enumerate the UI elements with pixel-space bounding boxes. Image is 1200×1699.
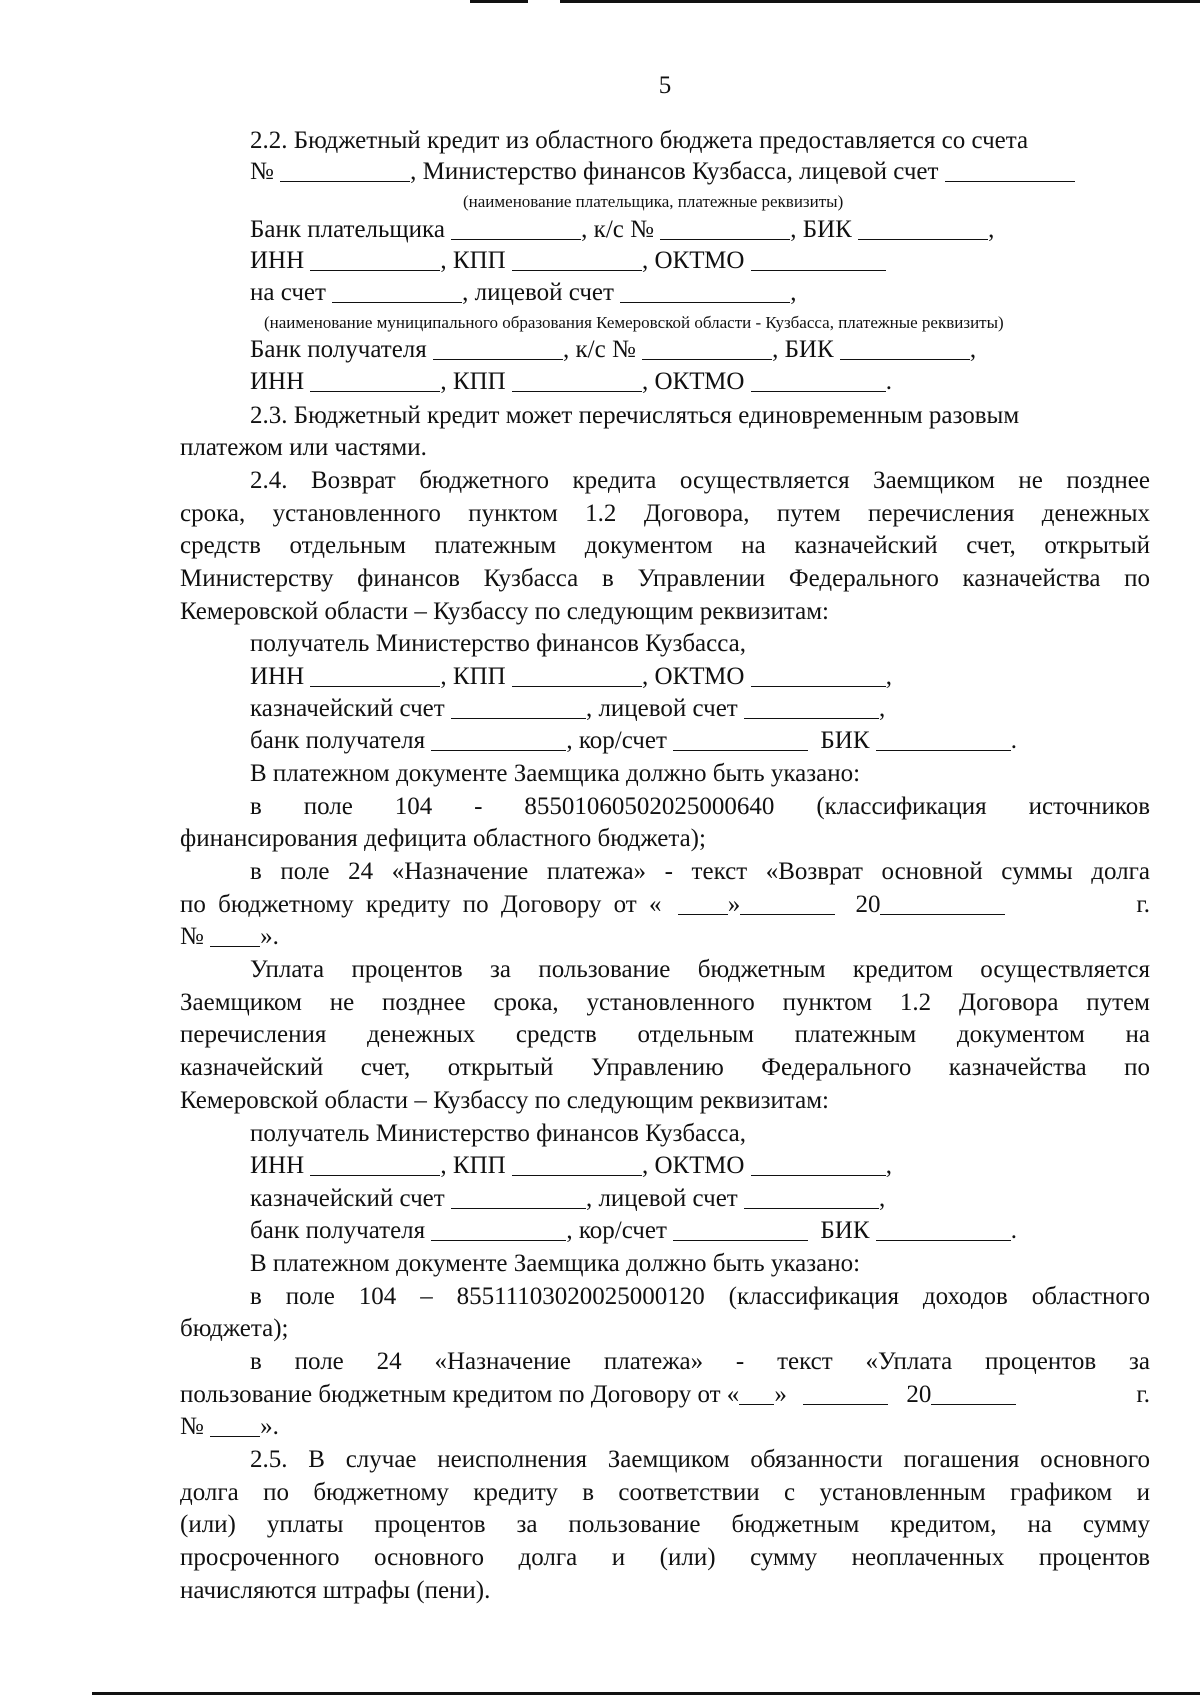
period: . bbox=[885, 368, 892, 395]
principal-kpp-blank[interactable] bbox=[512, 662, 642, 687]
payer-bank-blank[interactable] bbox=[451, 215, 581, 240]
interest-field24-line2 bbox=[180, 1379, 1150, 1411]
treasury-account-label: казначейский счет bbox=[250, 695, 445, 722]
interest-recipient-line: получатель Министерство финансов Кузбасса, bbox=[250, 1120, 746, 1147]
oktmo-label: , ОКТМО bbox=[641, 368, 745, 395]
bik-label: , БИК bbox=[790, 216, 852, 243]
principal-personal-account-blank[interactable] bbox=[744, 694, 879, 719]
interest-line3: перечисления денежных средств отдельным платежным документом на bbox=[180, 1021, 1150, 1048]
principal-day-blank[interactable] bbox=[678, 890, 728, 915]
recipient-personal-account-blank[interactable] bbox=[620, 278, 790, 303]
payer-caption: (наименование плательщика, платежные реквизиты) bbox=[463, 192, 844, 211]
p2-3-line1: 2.3. Бюджетный кредит может перечисляться единовременным разовым bbox=[250, 402, 1020, 429]
bottom-edge-line bbox=[92, 1692, 1200, 1695]
interest-field104-line2: бюджета); bbox=[180, 1315, 289, 1342]
recipient-inn-blank[interactable] bbox=[310, 367, 440, 392]
kpp-label: , КПП bbox=[440, 247, 506, 274]
interest-treasury-line bbox=[250, 1183, 885, 1215]
principal-cor-account-blank[interactable] bbox=[673, 726, 808, 751]
page-number: 5 bbox=[658, 72, 672, 99]
comma: , bbox=[988, 216, 995, 243]
interest-day-blank[interactable] bbox=[739, 1380, 774, 1405]
principal-number-blank[interactable] bbox=[210, 922, 260, 947]
interest-inn-line bbox=[250, 1150, 892, 1182]
principal-treasury-line bbox=[250, 693, 885, 725]
kpp-label: , КПП bbox=[440, 663, 506, 690]
end-quote: ». bbox=[260, 1413, 279, 1440]
principal-recipient-line: получатель Министерство финансов Кузбасса, bbox=[250, 630, 746, 657]
year-prefix: 20 bbox=[855, 891, 881, 918]
comma: , bbox=[879, 695, 886, 722]
recipient-bank-line bbox=[250, 334, 976, 366]
interest-line1: Уплата процентов за пользование бюджетным кредитом осуществляется bbox=[250, 956, 1150, 983]
interest-line2: Заемщиком не позднее срока, установленного пунктом 1.2 Договора путем bbox=[180, 989, 1150, 1016]
interest-field24-line3 bbox=[180, 1411, 279, 1443]
principal-field24-line3 bbox=[180, 921, 279, 953]
top-edge-mark bbox=[470, 0, 528, 3]
recipient-inn-line bbox=[250, 366, 892, 398]
comma: , bbox=[885, 1152, 892, 1179]
end-quote: ». bbox=[260, 923, 279, 950]
interest-field24-text: пользование бюджетным кредитом по Договору от « bbox=[180, 1381, 740, 1408]
ks-label: , к/с № bbox=[581, 216, 654, 243]
close-quote: » bbox=[727, 891, 741, 918]
interest-bank-line bbox=[250, 1215, 1017, 1247]
principal-month-blank[interactable] bbox=[740, 890, 835, 915]
interest-bank-blank[interactable] bbox=[431, 1216, 566, 1241]
recipient-oktmo-blank[interactable] bbox=[751, 367, 886, 392]
number-sign: № bbox=[180, 1413, 204, 1440]
close-quote: » bbox=[774, 1381, 787, 1408]
inn-label: ИНН bbox=[250, 1152, 305, 1179]
principal-field24-line2 bbox=[180, 889, 1150, 921]
principal-bank-line bbox=[250, 725, 1017, 757]
comma: , bbox=[790, 279, 797, 306]
comma: , bbox=[969, 336, 977, 363]
interest-bik-blank[interactable] bbox=[876, 1216, 1011, 1241]
principal-field104-line2: финансирования дефицита областного бюджета); bbox=[180, 825, 706, 852]
recipient-kpp-blank[interactable] bbox=[512, 367, 642, 392]
p2-5-line2: долга по бюджетному кредиту в соответствии с установленным графиком и bbox=[180, 1479, 1150, 1506]
interest-inn-blank[interactable] bbox=[310, 1151, 440, 1176]
number-sign: № bbox=[250, 158, 274, 185]
bik-label: БИК bbox=[820, 1217, 870, 1244]
principal-bank-blank[interactable] bbox=[431, 726, 566, 751]
recipient-bank-label: банк получателя bbox=[250, 1217, 426, 1244]
interest-personal-account-blank[interactable] bbox=[744, 1184, 879, 1209]
principal-field104-line1: в поле 104 - 85501060502025000640 (классификация источников bbox=[250, 793, 1150, 820]
interest-kpp-blank[interactable] bbox=[512, 1151, 642, 1176]
payer-personal-account-blank[interactable] bbox=[945, 157, 1075, 182]
p2-5-line3: (или) уплаты процентов за пользование бюджетным кредитом, на сумму bbox=[180, 1511, 1150, 1538]
recipient-account-blank[interactable] bbox=[332, 278, 462, 303]
period: . bbox=[1010, 1217, 1017, 1244]
principal-must-specify: В платежном документе Заемщика должно быть указано: bbox=[250, 760, 861, 787]
p2-4-line3: средств отдельным платежным документом на казначейский счет, открытый bbox=[180, 532, 1150, 559]
principal-inn-line bbox=[250, 661, 892, 693]
oktmo-label: , ОКТМО bbox=[641, 663, 745, 690]
p2-2-line1: 2.2. Бюджетный кредит из областного бюджета предоставляется со счета bbox=[250, 127, 1029, 154]
payer-name-text: , Министерство финансов Кузбасса, лицевой счет bbox=[410, 158, 939, 185]
payer-account-line bbox=[250, 156, 1075, 188]
recipient-bank-label: банк получателя bbox=[250, 727, 426, 754]
year-suffix: г. bbox=[1136, 891, 1150, 918]
payer-oktmo-blank[interactable] bbox=[751, 246, 886, 271]
top-edge-line bbox=[560, 0, 1200, 3]
p2-4-line2: срока, установленного пунктом 1.2 Договора, путем перечисления денежных bbox=[180, 500, 1150, 527]
interest-line5: Кемеровской области – Кузбассу по следующим реквизитам: bbox=[180, 1087, 829, 1114]
p2-4-line5: Кемеровской области – Кузбассу по следующим реквизитам: bbox=[180, 598, 829, 625]
number-sign: № bbox=[180, 923, 204, 950]
principal-bik-blank[interactable] bbox=[876, 726, 1011, 751]
payer-bik-blank[interactable] bbox=[858, 215, 988, 240]
comma: , bbox=[885, 663, 892, 690]
payer-inn-line bbox=[250, 245, 886, 277]
recipient-caption: (наименование муниципального образования Кемеровской области - Кузбасса, платежные реквизиты) bbox=[264, 313, 1004, 332]
principal-field24-text: по бюджетному кредиту по Договору от « bbox=[180, 891, 662, 918]
year-prefix: 20 bbox=[906, 1381, 932, 1408]
principal-inn-blank[interactable] bbox=[310, 662, 440, 687]
p2-4-line1: 2.4. Возврат бюджетного кредита осуществляется Заемщиком не позднее bbox=[250, 467, 1150, 494]
period: . bbox=[1010, 727, 1017, 754]
inn-label: ИНН bbox=[250, 247, 305, 274]
inn-label: ИНН bbox=[250, 368, 305, 395]
ks-label: , к/с № bbox=[563, 336, 636, 363]
recipient-ks-blank[interactable] bbox=[642, 335, 772, 360]
payer-inn-blank[interactable] bbox=[310, 246, 440, 271]
personal-account-label: , лицевой счет bbox=[585, 1185, 738, 1212]
recipient-bank-label: Банк получателя bbox=[250, 336, 427, 363]
payer-bank-label: Банк плательщика bbox=[250, 216, 445, 243]
payer-ks-blank[interactable] bbox=[660, 215, 790, 240]
bik-label: , БИК bbox=[772, 336, 834, 363]
payer-bank-line bbox=[250, 214, 994, 246]
cor-account-label: , кор/счет bbox=[566, 727, 667, 754]
principal-year-blank[interactable] bbox=[880, 890, 1005, 915]
recipient-bank-blank[interactable] bbox=[433, 335, 563, 360]
to-account-label: на счет bbox=[250, 279, 326, 306]
interest-cor-account-blank[interactable] bbox=[673, 1216, 808, 1241]
principal-treasury-blank[interactable] bbox=[451, 694, 586, 719]
p2-5-line1: 2.5. В случае неисполнения Заемщиком обязанности погашения основного bbox=[250, 1446, 1150, 1473]
to-account-line bbox=[250, 277, 796, 309]
payer-kpp-blank[interactable] bbox=[512, 246, 642, 271]
interest-line4: казначейский счет, открытый Управлению Федерального казначейства по bbox=[180, 1054, 1150, 1081]
interest-field104-line1: в поле 104 – 85511103020025000120 (классификация доходов областного bbox=[250, 1283, 1150, 1310]
recipient-bik-blank[interactable] bbox=[840, 335, 970, 360]
cor-account-label: , кор/счет bbox=[566, 1217, 667, 1244]
principal-oktmo-blank[interactable] bbox=[751, 662, 886, 687]
personal-account-label: , лицевой счет bbox=[585, 695, 738, 722]
kpp-label: , КПП bbox=[440, 368, 506, 395]
interest-month-blank[interactable] bbox=[803, 1380, 888, 1405]
interest-treasury-blank[interactable] bbox=[451, 1184, 586, 1209]
interest-number-blank[interactable] bbox=[210, 1412, 260, 1437]
treasury-account-label: казначейский счет bbox=[250, 1185, 445, 1212]
interest-year-blank[interactable] bbox=[931, 1380, 1016, 1405]
kpp-label: , КПП bbox=[440, 1152, 506, 1179]
interest-must-specify: В платежном документе Заемщика должно быть указано: bbox=[250, 1250, 861, 1277]
oktmo-label: , ОКТМО bbox=[641, 1152, 745, 1179]
interest-field24-line1: в поле 24 «Назначение платежа» - текст «Уплата процентов за bbox=[250, 1348, 1150, 1375]
oktmo-label: , ОКТМО bbox=[641, 247, 745, 274]
payer-account-blank[interactable] bbox=[280, 157, 410, 182]
p2-3-line2: платежом или частями. bbox=[180, 434, 427, 461]
comma: , bbox=[879, 1185, 886, 1212]
p2-5-line4: просроченного основного долга и (или) сумму неоплаченных процентов bbox=[180, 1544, 1150, 1571]
p2-5-line5: начисляются штрафы (пени). bbox=[180, 1577, 491, 1604]
year-suffix: г. bbox=[1136, 1381, 1150, 1408]
interest-oktmo-blank[interactable] bbox=[751, 1151, 886, 1176]
bik-label: БИК bbox=[820, 727, 870, 754]
p2-4-line4: Министерству финансов Кузбасса в Управлении Федерального казначейства по bbox=[180, 565, 1150, 592]
inn-label: ИНН bbox=[250, 663, 305, 690]
principal-field24-line1: в поле 24 «Назначение платежа» - текст «Возврат основной суммы долга bbox=[250, 858, 1150, 885]
personal-account-label: , лицевой счет bbox=[462, 279, 614, 306]
